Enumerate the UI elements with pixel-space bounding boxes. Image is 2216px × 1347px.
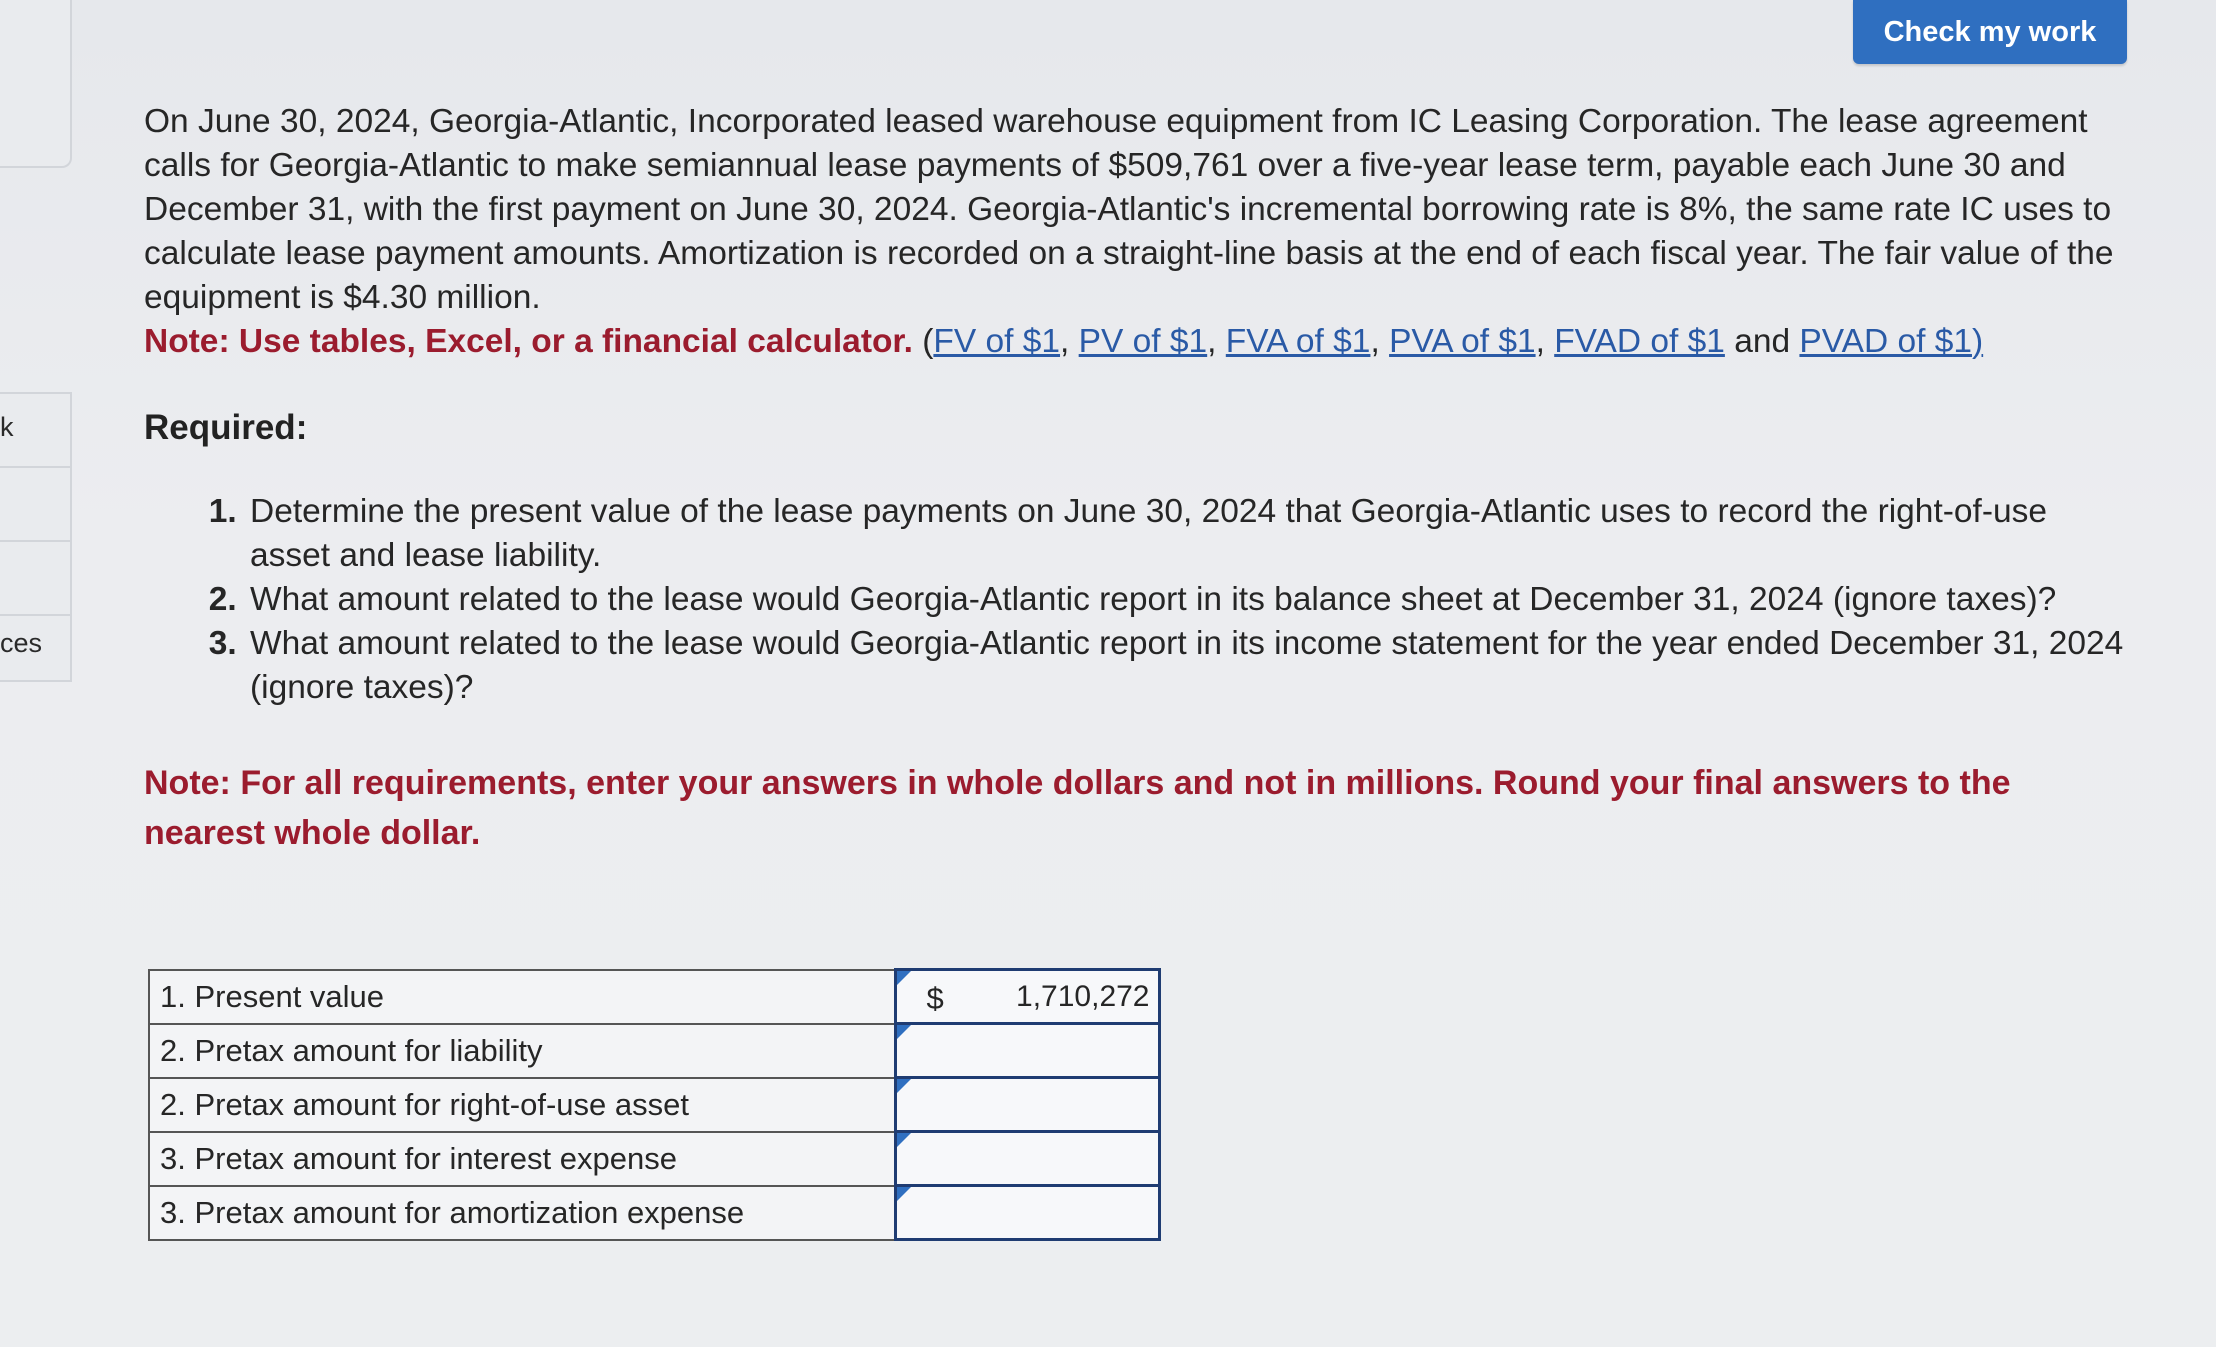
sidebar-partial-label: k xyxy=(0,412,14,442)
cell-flag-icon xyxy=(897,1187,911,1201)
currency-symbol: $ xyxy=(926,981,944,1016)
pretax-liability-input[interactable] xyxy=(957,1029,1152,1072)
link-fva-of-1[interactable]: FVA of $1 xyxy=(1225,323,1371,360)
sidebar-tab-top[interactable] xyxy=(0,0,72,168)
table-row xyxy=(149,970,1159,1024)
table-row xyxy=(149,1078,1159,1132)
requirement-item-2: 2. What amount related to the lease would Georgia-Atlantic report in its balance sheet at December 31, 2024 (ignore taxes)? xyxy=(246,578,2124,622)
link-pva-of-1[interactable]: PVA of $1 xyxy=(1389,323,1536,360)
pretax-rou-asset-input[interactable] xyxy=(957,1083,1152,1126)
answer-cell-pretax-amortization-expense[interactable] xyxy=(895,1186,1159,1240)
rounding-note: Note: For all requirements, enter your answers in whole dollars and not in millions. Round your final answers to the nearest whole dollar. xyxy=(144,764,2011,852)
check-my-work-button[interactable]: Check my work xyxy=(1853,0,2127,64)
requirement-item-1: 1. Determine the present value of the lease payments on June 30, 2024 that Georgia-Atlantic uses to record the right-of-use asset and lease liability. xyxy=(246,490,2124,578)
row-label-present-value: 1. Present value xyxy=(149,970,895,1024)
cell-flag-icon xyxy=(897,971,911,985)
row-label-pretax-amortization-expense: 3. Pretax amount for amortization expense xyxy=(149,1186,895,1240)
present-value-input[interactable] xyxy=(957,975,1152,1018)
pretax-interest-expense-input[interactable] xyxy=(957,1137,1152,1180)
note-tables: Note: Use tables, Excel, or a financial calculator. (FV of $1, PV of $1, FVA of $1, PVA of $1, FVAD of $1 and PVAD of $1) xyxy=(144,323,1984,360)
pretax-amortization-expense-input[interactable] xyxy=(957,1191,1152,1234)
link-fvad-of-1[interactable]: FVAD of $1 xyxy=(1554,323,1725,360)
requirements-list xyxy=(144,490,2124,710)
sidebar-tab-blank-2[interactable] xyxy=(0,540,72,616)
required-heading: Required: xyxy=(144,408,308,447)
link-pv-of-1[interactable]: PV of $1 xyxy=(1078,323,1208,360)
answer-cell-pretax-liability[interactable] xyxy=(895,1024,1159,1078)
row-label-pretax-rou-asset: 2. Pretax amount for right-of-use asset xyxy=(149,1078,895,1132)
answer-cell-pretax-interest-expense[interactable] xyxy=(895,1132,1159,1186)
link-fv-of-1[interactable]: FV of $1 xyxy=(933,323,1061,360)
cell-flag-icon xyxy=(897,1133,911,1147)
cell-flag-icon xyxy=(897,1079,911,1093)
table-row xyxy=(149,1024,1159,1078)
question-content xyxy=(144,100,2124,858)
link-pvad-of-1[interactable]: PVAD of $1 xyxy=(1799,323,1972,360)
row-label-pretax-liability: 2. Pretax amount for liability xyxy=(149,1024,895,1078)
cell-flag-icon xyxy=(897,1025,911,1039)
row-label-pretax-interest-expense: 3. Pretax amount for interest expense xyxy=(149,1132,895,1186)
answer-cell-present-value[interactable] xyxy=(895,970,1159,1024)
table-row xyxy=(149,1132,1159,1186)
answer-cell-pretax-rou-asset[interactable] xyxy=(895,1078,1159,1132)
table-row xyxy=(149,1186,1159,1240)
sidebar-partial-label-references: ces xyxy=(0,628,43,658)
note-label: Note: Use tables, Excel, or a financial calculator. xyxy=(144,323,913,360)
requirement-item-3: 3. What amount related to the lease would Georgia-Atlantic report in its income statement for the year ended December 31, 2024 (ignore taxes)? xyxy=(246,622,2124,710)
sidebar-tab-blank-1[interactable] xyxy=(0,466,72,542)
answer-table xyxy=(148,968,1161,1241)
problem-intro: On June 30, 2024, Georgia-Atlantic, Incorporated leased warehouse equipment from IC Leasing Corporation. The lease agreement calls for Georgia-Atlantic to make semiannual lease payments of $509,761 over a five-year lease term, payable each June 30 and December 31, with the first payment on June 30, 2024. Georgia-Atlantic's incremental borrowing rate is 8%, the same rate IC uses to calculate lease payment amounts. Amortization is recorded on a straight-line basis at the end of each fiscal year. The fair value of the equipment is $4.30 million. xyxy=(144,103,2114,316)
